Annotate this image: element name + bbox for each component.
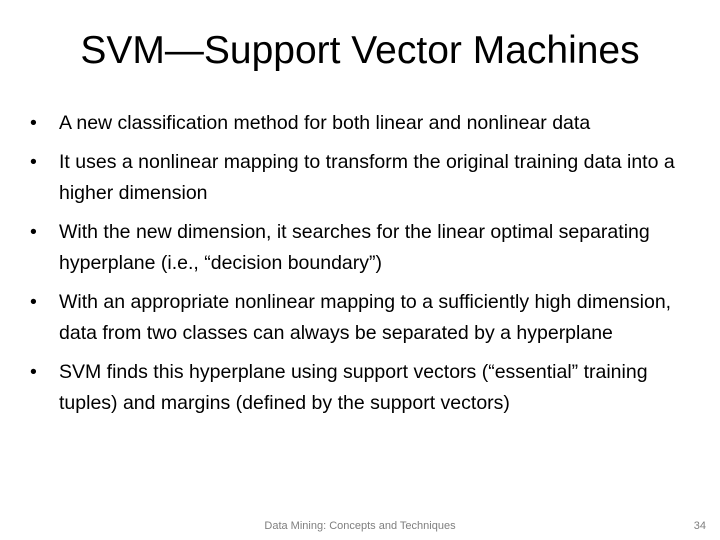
bullet-item [28, 217, 688, 279]
bullet-item [28, 108, 688, 139]
page-number: 34 [693, 520, 706, 532]
bullet-text: With the new dimension, it searches for the linear optimal separating hyperplane (i.e., “decision boundary”) [59, 221, 650, 274]
bullet-marker: • [30, 361, 37, 383]
bullet-item [28, 357, 688, 419]
footer-text: Data Mining: Concepts and Techniques [264, 520, 456, 532]
bullet-item [28, 287, 688, 349]
bullet-marker: • [30, 112, 37, 134]
slide-footer [0, 518, 720, 536]
bullet-item [28, 147, 688, 209]
bullet-text: A new classification method for both linear and nonlinear data [59, 112, 591, 134]
bullet-text: With an appropriate nonlinear mapping to a sufficiently high dimension, data from two classes can always be separated by a hyperplane [59, 291, 672, 344]
bullet-marker: • [30, 291, 37, 313]
bullet-marker: • [30, 151, 37, 173]
slide-title: SVM—Support Vector Machines [80, 29, 640, 72]
bullet-text: SVM finds this hyperplane using support vectors (“essential” training tuples) and margins (defined by the support vectors) [59, 361, 648, 414]
bullet-marker: • [30, 221, 37, 243]
bullet-text: It uses a nonlinear mapping to transform the original training data into a higher dimension [59, 151, 675, 204]
bullet-list [28, 108, 688, 427]
